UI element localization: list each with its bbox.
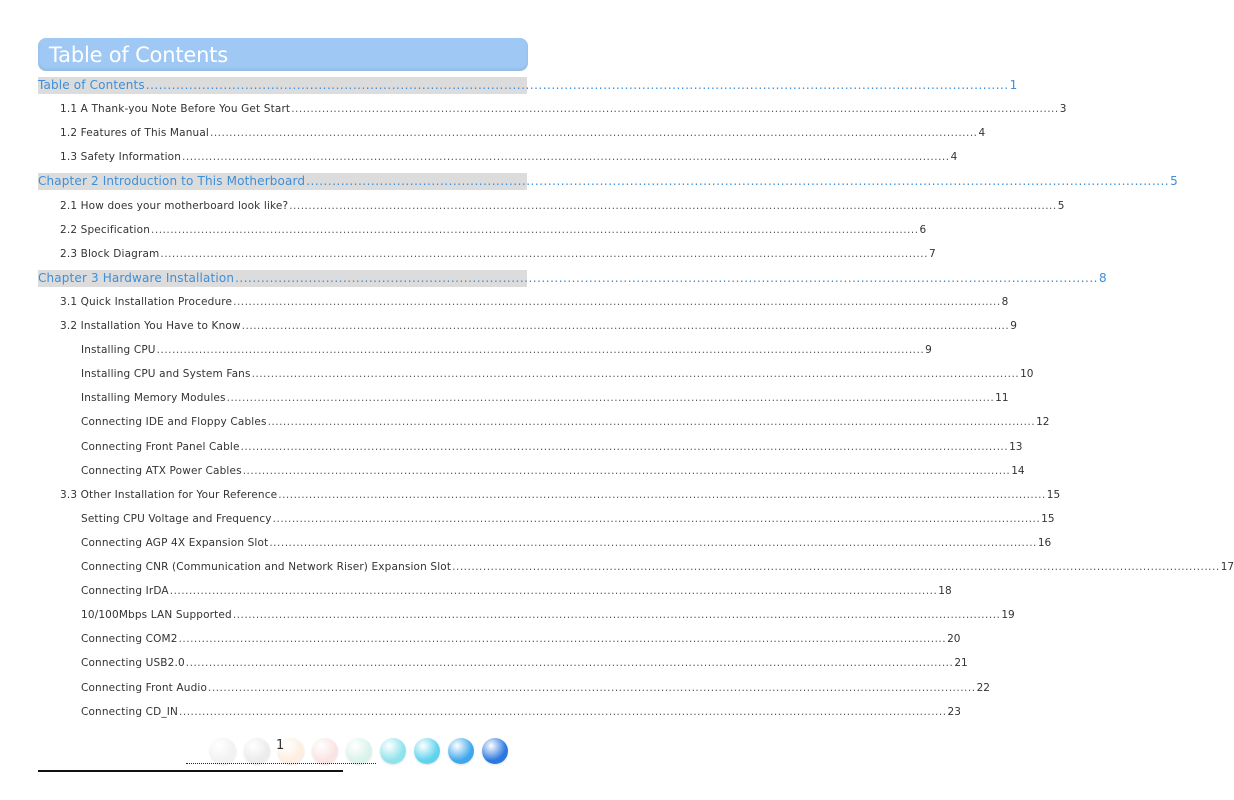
toc-dot-leader: ........................................................................................................................................................................................................ — [241, 320, 1010, 332]
toc-entry[interactable] — [81, 366, 1034, 382]
toc-dot-leader: ........................................................................................................................................................................................................ — [251, 368, 1020, 380]
decorative-circle-icon — [380, 738, 406, 764]
toc-entry-page: 9 — [925, 344, 932, 356]
toc-dot-leader: ........................................................................................................................................................................................................ — [160, 248, 928, 260]
toc-dot-leader: ........................................................................................................................................................................................................ — [306, 174, 1170, 188]
toc-entry-page: 7 — [928, 248, 936, 260]
toc-dot-leader: ........................................................................................................................................................................................................ — [235, 271, 1098, 285]
page-number: 1 — [276, 738, 285, 753]
toc-entry[interactable] — [60, 125, 986, 141]
toc-entry[interactable] — [60, 246, 936, 262]
toc-entry-label: Installing Memory Modules — [81, 392, 226, 404]
toc-header-bar — [38, 38, 528, 71]
toc-entry-page: 20 — [947, 633, 961, 645]
toc-dot-leader: ........................................................................................................................................................................................................ — [145, 78, 1009, 92]
toc-entry-page: 8 — [1099, 271, 1107, 285]
toc-entry[interactable] — [60, 318, 1017, 334]
toc-entry-label: Connecting Front Audio — [81, 682, 208, 694]
toc-entry-label: Connecting USB2.0 — [81, 657, 185, 669]
toc-chapter-entry[interactable] — [38, 77, 1018, 94]
toc-entry-label: 1.1 A Thank-you Note Before You Get Start — [60, 103, 291, 115]
toc-entry-label: Table of Contents — [38, 78, 145, 92]
toc-entry-page: 4 — [978, 127, 986, 139]
toc-entry-label: Chapter 2 Introduction to This Motherboard — [38, 174, 306, 188]
toc-entry-page: 16 — [1037, 537, 1052, 549]
toc-entry-label: Connecting CNR (Communication and Network Riser) Expansion Slot — [81, 561, 452, 573]
toc-entry[interactable] — [81, 414, 1050, 430]
toc-entry[interactable] — [81, 704, 961, 720]
toc-dot-leader: ........................................................................................................................................................................................................ — [169, 585, 938, 597]
toc-entry-label: Connecting ATX Power Cables — [81, 465, 242, 477]
toc-dot-leader: ........................................................................................................................................................................................................ — [267, 416, 1036, 428]
decorative-circle-icon — [346, 738, 372, 764]
toc-dot-leader: ........................................................................................................................................................................................................ — [208, 682, 976, 694]
toc-entry-page: 13 — [1009, 441, 1023, 453]
toc-dot-leader: ........................................................................................................................................................................................................ — [179, 706, 947, 718]
toc-entry-label: 3.3 Other Installation for Your Reference — [60, 489, 278, 501]
toc-entry-label: 3.1 Quick Installation Procedure — [60, 296, 233, 308]
toc-entry[interactable] — [81, 342, 932, 358]
toc-entry[interactable] — [60, 101, 1067, 117]
toc-entry[interactable] — [81, 511, 1055, 527]
toc-entry-page: 6 — [919, 224, 927, 236]
toc-entry-label: 2.2 Specification — [60, 224, 151, 236]
toc-entry[interactable] — [81, 463, 1025, 479]
toc-dot-leader: ........................................................................................................................................................................................................ — [178, 633, 947, 645]
toc-entry-page: 22 — [976, 682, 990, 694]
page-title: Table of Contents — [49, 43, 228, 67]
toc-entry-label: Connecting COM2 — [81, 633, 178, 645]
toc-dot-leader: ........................................................................................................................................................................................................ — [233, 296, 1001, 308]
toc-dot-leader: ........................................................................................................................................................................................................ — [269, 537, 1037, 549]
toc-entry-page: 19 — [1001, 609, 1015, 621]
toc-dot-leader: ........................................................................................................................................................................................................ — [226, 392, 995, 404]
decorative-circle-icon — [244, 738, 270, 764]
toc-entry-page: 18 — [938, 585, 952, 597]
toc-dot-leader: ........................................................................................................................................................................................................ — [242, 465, 1011, 477]
toc-entry-page: 9 — [1010, 320, 1017, 332]
toc-entry-label: 2.3 Block Diagram — [60, 248, 160, 260]
toc-dot-leader: ........................................................................................................................................................................................................ — [278, 489, 1046, 501]
toc-entry-page: 15 — [1046, 489, 1061, 501]
toc-chapter-entry[interactable] — [38, 173, 1178, 190]
toc-dot-leader: ........................................................................................................................................................................................................ — [182, 151, 950, 163]
toc-entry-page: 23 — [947, 706, 961, 718]
toc-entry-label: 1.2 Features of This Manual — [60, 127, 209, 139]
toc-entry[interactable] — [60, 149, 958, 165]
decorative-circle-icon — [482, 738, 508, 764]
toc-entry-label: Connecting IrDA — [81, 585, 169, 597]
toc-entry[interactable] — [81, 583, 952, 599]
toc-entry-page: 21 — [954, 657, 968, 669]
toc-entry[interactable] — [81, 390, 1009, 406]
toc-entry-page: 15 — [1041, 513, 1055, 525]
toc-entry[interactable] — [81, 559, 1234, 575]
toc-dot-leader: ........................................................................................................................................................................................................ — [289, 200, 1057, 212]
toc-entry-page: 17 — [1220, 561, 1234, 573]
toc-entry[interactable] — [60, 294, 1009, 310]
toc-entry-page: 5 — [1057, 200, 1065, 212]
toc-entry-page: 5 — [1170, 174, 1178, 188]
toc-entry-page: 1 — [1009, 78, 1018, 92]
toc-entry-label: Installing CPU — [81, 344, 156, 356]
toc-dot-leader: ........................................................................................................................................................................................................ — [151, 224, 919, 236]
toc-entry-label: Connecting Front Panel Cable — [81, 441, 240, 453]
toc-entry[interactable] — [60, 198, 1065, 214]
footer-rule — [38, 770, 343, 772]
decorative-circle-icon — [414, 738, 440, 764]
toc-entry-label: Installing CPU and System Fans — [81, 368, 251, 380]
toc-entry-label: 1.3 Safety Information — [60, 151, 182, 163]
footer-dotted-rule — [186, 763, 376, 764]
decorative-circle-icon — [448, 738, 474, 764]
toc-entry-label: 10/100Mbps LAN Supported — [81, 609, 232, 621]
toc-entry-page: 12 — [1036, 416, 1050, 428]
toc-dot-leader: ........................................................................................................................................................................................................ — [185, 657, 954, 669]
toc-entry-label: 3.2 Installation You Have to Know — [60, 320, 241, 332]
toc-dot-leader: ........................................................................................................................................................................................................ — [272, 513, 1041, 525]
toc-entry-page: 11 — [995, 392, 1009, 404]
toc-entry-page: 8 — [1001, 296, 1009, 308]
decorative-circle-icon — [312, 738, 338, 764]
toc-entry[interactable] — [60, 222, 927, 238]
toc-entry-label: Setting CPU Voltage and Frequency — [81, 513, 272, 525]
toc-entry[interactable] — [81, 607, 1015, 623]
toc-entry[interactable] — [81, 655, 968, 671]
toc-chapter-entry[interactable] — [38, 270, 1107, 287]
toc-entry-label: Connecting CD_IN — [81, 706, 179, 718]
decorative-circle-icon — [210, 738, 236, 764]
toc-dot-leader: ........................................................................................................................................................................................................ — [291, 103, 1059, 115]
toc-entry-page: 10 — [1020, 368, 1034, 380]
toc-entry-label: Connecting AGP 4X Expansion Slot — [81, 537, 269, 549]
toc-dot-leader: ........................................................................................................................................................................................................ — [240, 441, 1009, 453]
toc-entry-label: 2.1 How does your motherboard look like? — [60, 200, 289, 212]
toc-dot-leader: ........................................................................................................................................................................................................ — [209, 127, 978, 139]
toc-entry-label: Chapter 3 Hardware Installation — [38, 271, 235, 285]
toc-entry[interactable] — [81, 535, 1052, 551]
toc-entry-page: 4 — [950, 151, 958, 163]
toc-entry-page: 3 — [1059, 103, 1067, 115]
toc-entry[interactable] — [81, 439, 1023, 455]
toc-entry-page: 14 — [1011, 465, 1025, 477]
toc-entry[interactable] — [81, 631, 961, 647]
toc-entry-label: Connecting IDE and Floppy Cables — [81, 416, 267, 428]
toc-entry[interactable] — [60, 487, 1061, 503]
toc-dot-leader: ........................................................................................................................................................................................................ — [156, 344, 925, 356]
toc-entry[interactable] — [81, 680, 990, 696]
toc-dot-leader: ........................................................................................................................................................................................................ — [232, 609, 1001, 621]
toc-dot-leader: ........................................................................................................................................................................................................ — [452, 561, 1220, 573]
